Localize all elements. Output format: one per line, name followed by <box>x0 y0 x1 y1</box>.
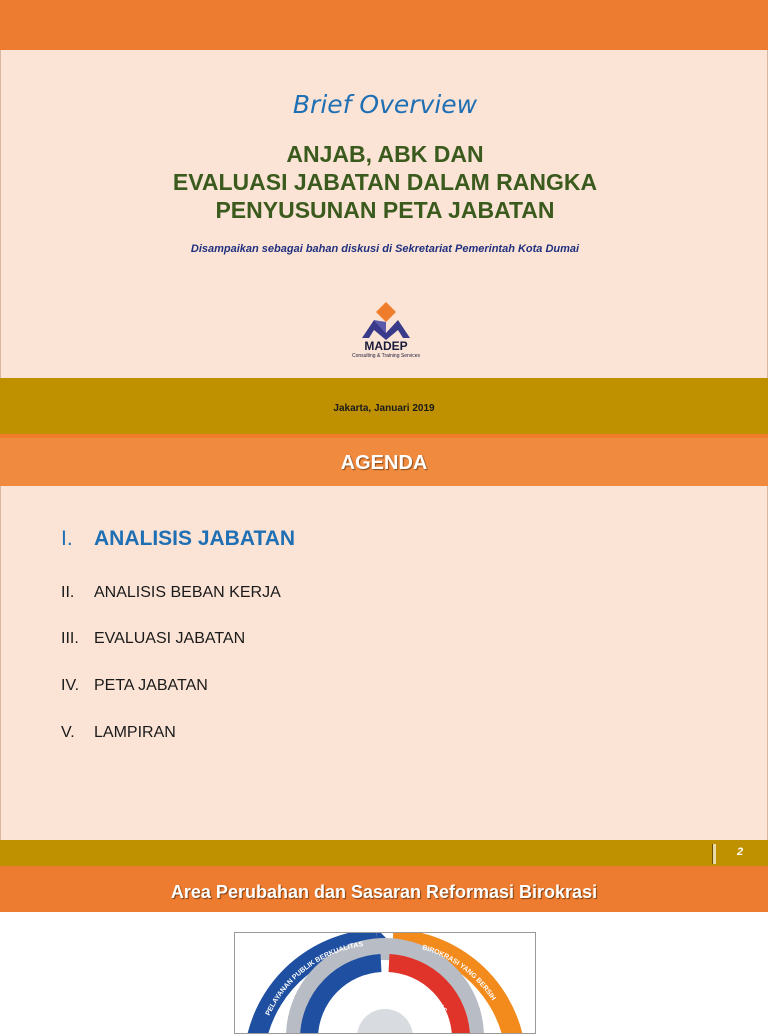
reform-diagram <box>234 932 536 1034</box>
slide3-body <box>0 912 768 1024</box>
title-line-2: EVALUASI JABATAN DALAM RANGKA <box>172 169 598 195</box>
presentation-date: Jakarta, Januari 2019 <box>333 403 435 414</box>
agenda-item-label: ANALISIS JABATAN <box>94 527 296 550</box>
agenda-item-number: III. <box>61 630 79 647</box>
slide1-subtitle: Disampaikan sebagai bahan diskusi di Sekretariat Pemerintah Kota Dumai <box>190 243 580 255</box>
logo-name: MADEP <box>364 339 408 353</box>
slide3-title: Area Perubahan dan Sasaran Reformasi Birokrasi <box>170 882 598 902</box>
agenda-item-label: ANALISIS BEBAN KERJA <box>94 584 281 601</box>
slide3-header <box>0 866 768 912</box>
agenda-item <box>61 630 245 648</box>
agenda-footer-bar <box>0 840 768 866</box>
title-line-3: PENYUSUNAN PETA JABATAN <box>215 197 555 223</box>
agenda-item <box>61 724 176 742</box>
page-divider <box>712 844 716 864</box>
outer-left-label: PELAYANAN PUBLIK BERKUALITAS <box>264 941 364 1017</box>
agenda-item-label: LAMPIRAN <box>94 724 176 741</box>
agenda-panel <box>0 486 768 840</box>
agenda-title: AGENDA <box>340 452 428 474</box>
inner-left-label: PENGAWASAN <box>328 980 374 1008</box>
agenda-item-number: I. <box>61 527 73 550</box>
outer-right-label: BIROKRASI YANG BERSIH <box>421 944 497 1002</box>
agenda-item-label: EVALUASI JABATAN <box>94 630 246 647</box>
title-line-1: ANJAB, ABK DAN <box>286 141 484 167</box>
logo-tagline: Consulting & Training Services <box>351 353 421 359</box>
agenda-item-label: PETA JABATAN <box>94 677 208 694</box>
slide1-title-panel <box>0 50 768 378</box>
agenda-item-active <box>61 527 295 551</box>
agenda-item-number: IV. <box>61 677 80 694</box>
inner-right-label: AKUNTABILITAS <box>400 981 449 1015</box>
page-number: 2 <box>737 846 744 858</box>
slide1-top-bar <box>0 0 768 50</box>
slide1-main-title <box>1 140 768 224</box>
brief-overview-heading: Brief Overview <box>292 90 478 119</box>
agenda-item <box>61 584 281 602</box>
agenda-item-number: V. <box>61 724 75 741</box>
agenda-header <box>0 434 768 486</box>
agenda-item <box>61 677 208 695</box>
agenda-item-number: II. <box>61 584 75 601</box>
reform-cycle-diagram <box>235 933 535 1033</box>
slide1-date-bar <box>0 378 768 434</box>
